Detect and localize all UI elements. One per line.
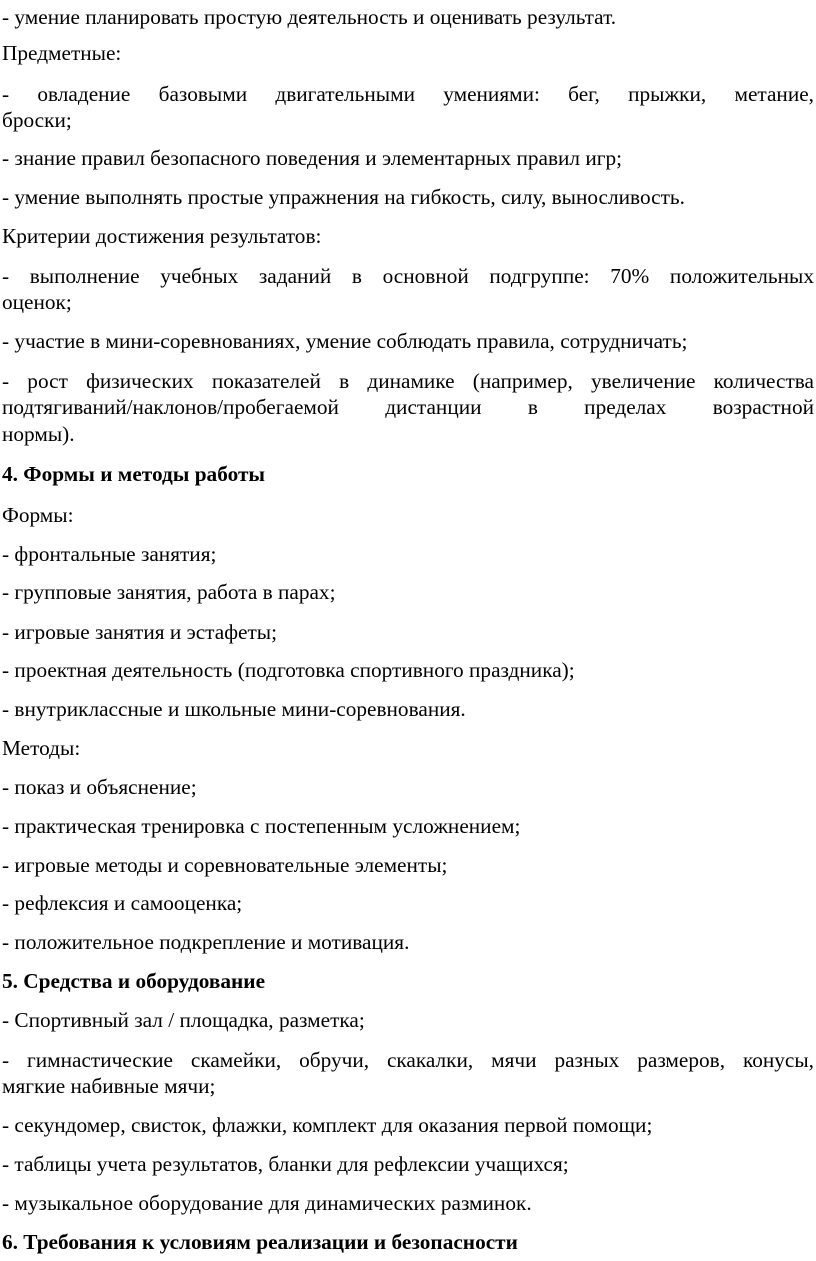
text-line: - гимнастические скамейки, обручи, скакалки, мячи разных размеров, конусы, (2, 1048, 814, 1072)
text-line: - секундомер, свисток, флажки, комплект для оказания первой помощи; (2, 1113, 653, 1137)
text-line: - рефлексия и самооценка; (2, 891, 243, 915)
text-line: - умение выполнять простые упражнения на гибкость, силу, выносливость. (2, 185, 685, 209)
text-line: - овладение базовыми двигательными умениями: бег, прыжки, метание, (2, 82, 814, 106)
text-line: - проектная деятельность (подготовка спортивного праздника); (2, 658, 575, 682)
text-line: - групповые занятия, работа в парах; (2, 580, 336, 604)
text-line: броски; (2, 108, 72, 132)
section-heading: 4. Формы и методы работы (2, 462, 266, 486)
text-line: Предметные: (2, 41, 122, 65)
text-line: - Спортивный зал / площадка, разметка; (2, 1008, 365, 1032)
section-heading: 5. Средства и оборудование (2, 969, 266, 993)
text-line: - фронтальные занятия; (2, 542, 217, 566)
text-line: - знание правил безопасного поведения и элементарных правил игр; (2, 146, 623, 170)
text-line: Методы: (2, 736, 81, 760)
text-line: - рост физических показателей в динамике (например, увеличение количества (2, 369, 814, 393)
text-line: - показ и объяснение; (2, 775, 197, 799)
text-line: - внутриклассные и школьные мини-соревнования. (2, 697, 466, 721)
text-line: - практическая тренировка с постепенным усложнением; (2, 814, 521, 838)
text-line: мягкие набивные мячи; (2, 1074, 216, 1098)
text-line: - игровые методы и соревновательные элементы; (2, 853, 448, 877)
text-line: Формы: (2, 503, 74, 527)
text-line: подтягиваний/наклонов/пробегаемой дистанции в пределах возрастной (2, 395, 814, 419)
text-line: - таблицы учета результатов, бланки для рефлексии учащихся; (2, 1152, 569, 1176)
text-line: - музыкальное оборудование для динамических разминок. (2, 1191, 532, 1215)
text-line: - положительное подкрепление и мотивация. (2, 930, 410, 954)
text-line: нормы). (2, 422, 75, 446)
text-line: Критерии достижения результатов: (2, 224, 322, 248)
text-line: - выполнение учебных заданий в основной подгруппе: 70% положительных (2, 264, 814, 288)
text-line: оценок; (2, 290, 72, 314)
text-line: - участие в мини-соревнованиях, умение соблюдать правила, сотрудничать; (2, 329, 688, 353)
text-line: - умение планировать простую деятельность и оценивать результат. (2, 5, 617, 29)
text-line: - игровые занятия и эстафеты; (2, 620, 277, 644)
section-heading: 6. Требования к условиям реализации и безопасности (2, 1230, 518, 1254)
